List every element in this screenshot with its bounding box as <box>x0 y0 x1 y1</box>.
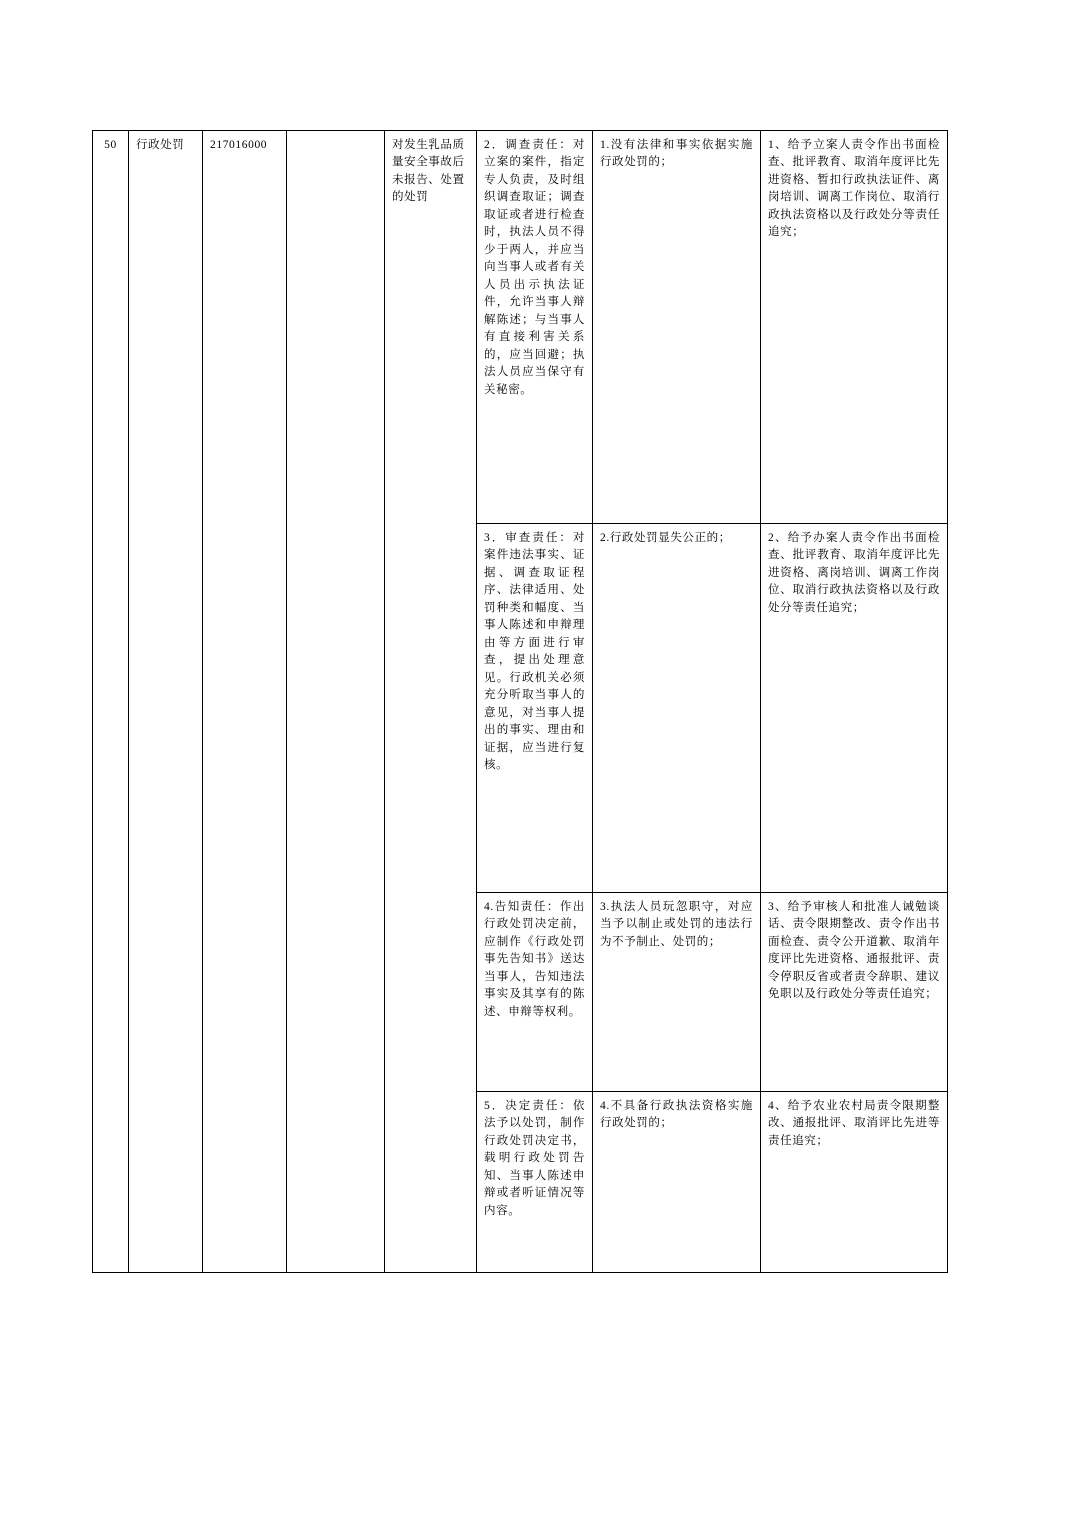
cell-duty-investigation: 2．调查责任：对立案的案件，指定专人负责，及时组织调查取证；调查取证或者进行检查时，执法人员不得少于两人，并应当向当事人或者有关人员出示执法证件，允许当事人辩解陈述；与当事人有直接利害关系的，应当回避；执法人员应当保守有关秘密。 <box>477 131 593 524</box>
cell-problem-2: 2.行政处罚显失公正的； <box>593 524 761 893</box>
table-row <box>93 131 948 524</box>
cell-accountability-3: 3、给予审核人和批准人诫勉谈话、责令限期整改、责令作出书面检查、责令公开道歉、取消年度评比先进资格、通报批评、责令停职反省或者责令辞职、建议免职以及行政处分等责任追究； <box>761 893 948 1092</box>
cell-duty-review: 3．审查责任：对案件违法事实、证据、调查取证程序、法律适用、处罚种类和幅度、当事人陈述和申辩理由等方面进行审查，提出处理意见。行政机关必须充分听取当事人的意见，对当事人提出的事实、理由和证据，应当进行复核。 <box>477 524 593 893</box>
cell-item-name: 对发生乳品质量安全事故后未报告、处置的处罚 <box>385 131 477 1273</box>
cell-duty-decision: 5．决定责任：依法予以处罚，制作行政处罚决定书，载明行政处罚告知、当事人陈述申辩或者听证情况等内容。 <box>477 1092 593 1273</box>
cell-duty-notification: 4.告知责任：作出行政处罚决定前，应制作《行政处罚事先告知书》送达当事人，告知违法事实及其享有的陈述、申辩等权利。 <box>477 893 593 1092</box>
responsibility-table <box>92 130 948 1273</box>
cell-accountability-1: 1、给予立案人责令作出书面检查、批评教育、取消年度评比先进资格、暂扣行政执法证件、离岗培训、调离工作岗位、取消行政执法资格以及行政处分等责任追究； <box>761 131 948 524</box>
cell-serial-number: 50 <box>93 131 129 1273</box>
cell-blank <box>287 131 385 1273</box>
cell-accountability-4: 4、给予农业农村局责令限期整改、通报批评、取消评比先进等责任追究； <box>761 1092 948 1273</box>
cell-problem-1: 1.没有法律和事实依据实施行政处罚的； <box>593 131 761 524</box>
cell-accountability-2: 2、给予办案人责令作出书面检查、批评教育、取消年度评比先进资格、离岗培训、调离工作岗位、取消行政执法资格以及行政处分等责任追究； <box>761 524 948 893</box>
cell-problem-3: 3.执法人员玩忽职守，对应当予以制止或处罚的违法行为不予制止、处罚的； <box>593 893 761 1092</box>
cell-power-type: 行政处罚 <box>129 131 203 1273</box>
cell-problem-4: 4.不具备行政执法资格实施行政处罚的； <box>593 1092 761 1273</box>
cell-item-code: 217016000 <box>203 131 287 1273</box>
